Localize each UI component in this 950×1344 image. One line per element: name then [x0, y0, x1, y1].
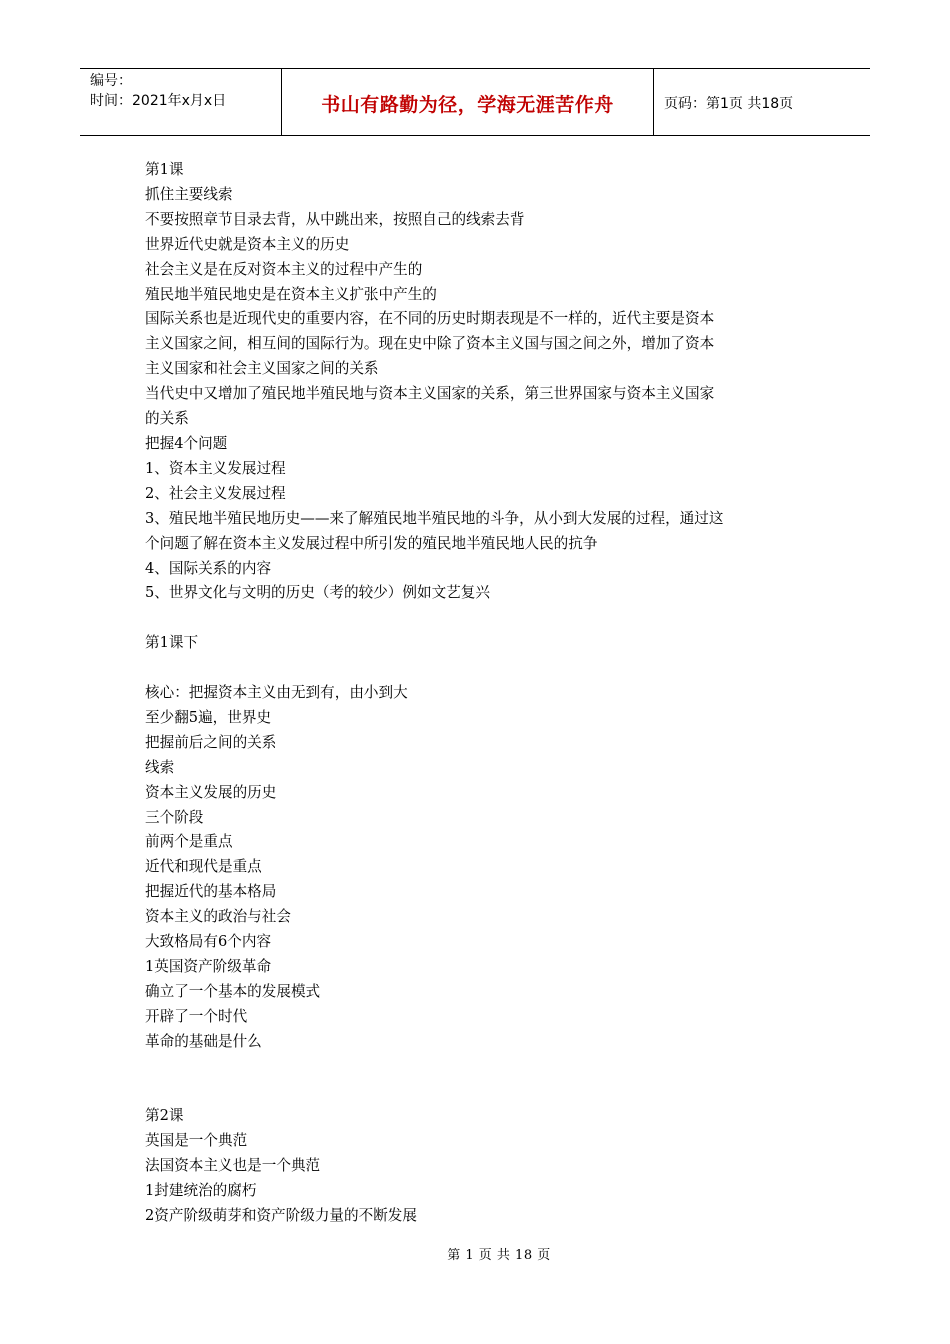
body-line: 法国资本主义也是一个典范	[145, 1157, 321, 1175]
body-line: 资本主义的政治与社会	[145, 908, 291, 926]
body-line: 核心：把握资本主义由无到有，由小到大	[145, 684, 408, 701]
footer-page-number: 第 1 页 共 18 页	[447, 1248, 551, 1263]
header-middle-cell	[282, 69, 654, 135]
document-body	[145, 158, 815, 1229]
body-line: 当代史中又增加了殖民地半殖民地与资本主义国家的关系，第三世界国家与资本主义国家	[145, 385, 715, 403]
document-time-label: 时间：2021年x月x日	[90, 93, 227, 109]
body-line: 把握近代的基本格局	[145, 883, 277, 901]
header-table	[80, 68, 870, 136]
body-line: 5、世界文化与文明的历史（考的较少）例如文艺复兴	[145, 584, 490, 602]
body-line: 殖民地半殖民地史是在资本主义扩张中产生的	[145, 285, 437, 303]
header-right-cell	[654, 69, 870, 135]
body-line: 英国是一个典范	[145, 1132, 248, 1150]
body-line: 主义国家之间，相互间的国际行为。现在史中除了资本主义国与国之间之外，增加了资本	[145, 335, 715, 353]
header-motto: 书山有路勤为径，学海无涯苦作舟	[321, 93, 614, 116]
body-line	[145, 606, 815, 631]
body-line: 2资产阶级萌芽和资产阶级力量的不断发展	[145, 1207, 417, 1224]
header-left-cell	[80, 69, 282, 135]
body-line: 1英国资产阶级革命	[145, 957, 272, 975]
body-line: 世界近代史就是资本主义的历史	[145, 235, 350, 253]
body-line: 国际关系也是近现代史的重要内容，在不同的历史时期表现是不一样的，近代主要是资本	[145, 310, 715, 328]
body-line: 主义国家和社会主义国家之间的关系	[145, 360, 379, 378]
body-line: 的关系	[145, 410, 189, 428]
body-line: 4、国际关系的内容	[145, 559, 272, 577]
body-line: 社会主义是在反对资本主义的过程中产生的	[145, 260, 423, 278]
body-line: 把握前后之间的关系	[145, 733, 277, 751]
body-line: 三个阶段	[145, 808, 204, 826]
body-line	[145, 1055, 815, 1080]
body-line: 资本主义发展的历史	[145, 783, 277, 801]
header-page-info: 页码：第1页 共18页	[664, 96, 794, 112]
body-line: 把握4个问题	[145, 434, 228, 452]
body-line	[145, 1079, 815, 1104]
body-line: 第2课	[145, 1107, 184, 1125]
body-line: 1、资本主义发展过程	[145, 459, 286, 477]
body-line: 线索	[145, 758, 175, 776]
body-line: 不要按照章节目录去背，从中跳出来，按照自己的线索去背	[145, 210, 525, 228]
body-line: 3、殖民地半殖民地历史——来了解殖民地半殖民地的斗争，从小到大发展的过程，通过这	[145, 509, 724, 527]
document-number-label: 编号：	[90, 73, 132, 89]
page-footer	[0, 1244, 950, 1263]
body-line: 抓住主要线索	[145, 185, 233, 203]
body-line: 第1课下	[145, 634, 199, 652]
body-line: 大致格局有6个内容	[145, 933, 272, 951]
body-line: 至少翻5遍，世界史	[145, 708, 272, 726]
body-line: 确立了一个基本的发展模式	[145, 982, 321, 1000]
body-line: 2、社会主义发展过程	[145, 484, 286, 502]
body-line: 1封建统治的腐朽	[145, 1182, 257, 1200]
body-line: 近代和现代是重点	[145, 858, 262, 876]
body-line: 个问题了解在资本主义发展过程中所引发的殖民地半殖民地人民的抗争	[145, 534, 598, 552]
body-line: 革命的基础是什么	[145, 1032, 262, 1050]
body-line: 开辟了一个时代	[145, 1007, 248, 1025]
body-line	[145, 656, 815, 681]
body-line: 第1课	[145, 161, 184, 178]
body-line: 前两个是重点	[145, 833, 233, 851]
